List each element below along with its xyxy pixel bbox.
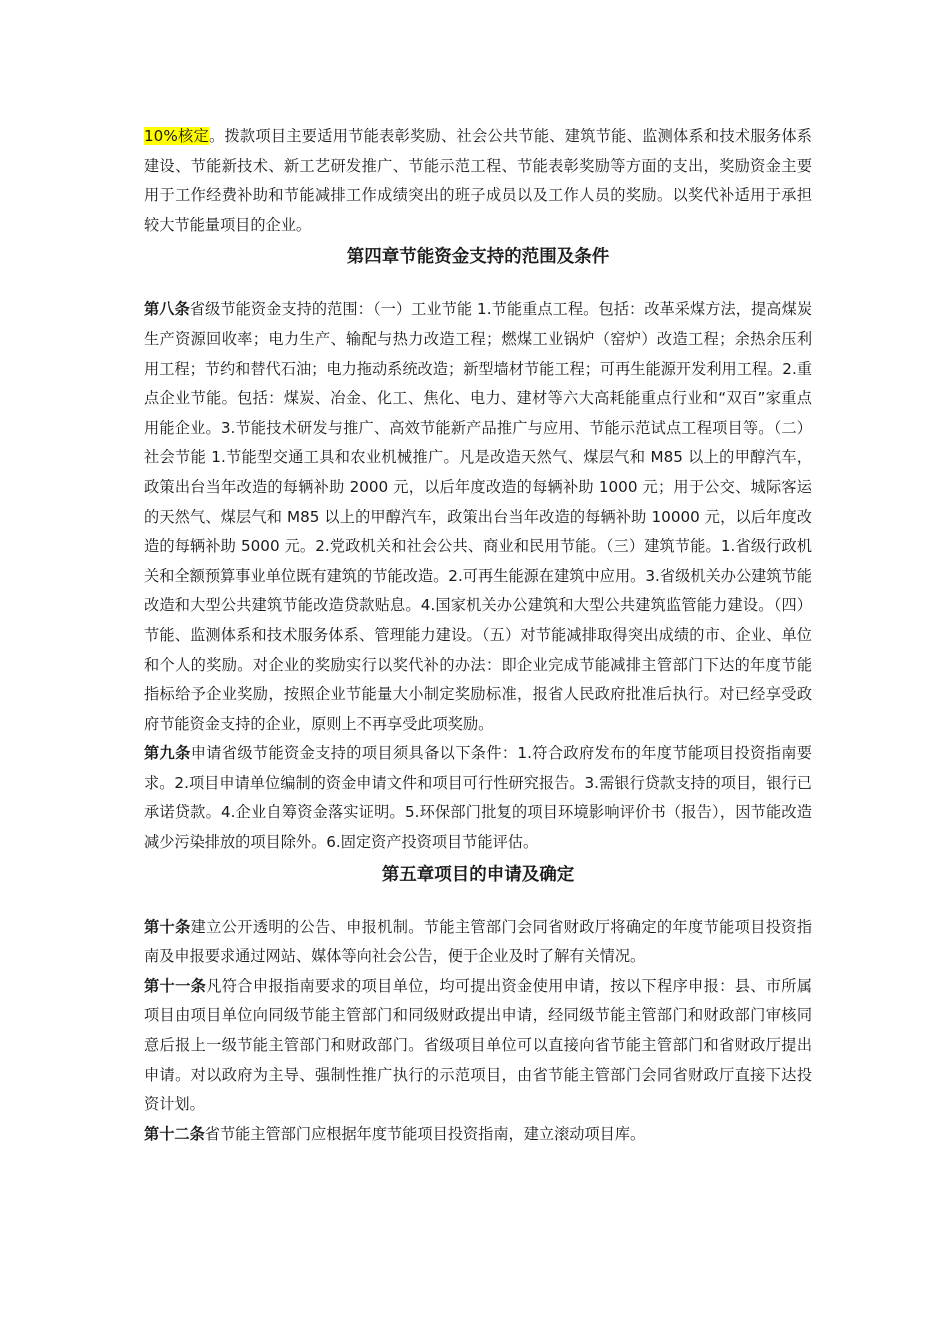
article-label: 第十条 [144, 917, 191, 936]
document-content [144, 122, 812, 1149]
article-11 [144, 972, 812, 1120]
article-8 [144, 295, 812, 739]
article-text: 省节能主管部门应根据年度节能项目投资指南，建立滚动项目库。 [204, 1124, 646, 1143]
article-12 [144, 1120, 812, 1150]
article-text: 建立公开透明的公告、申报机制。节能主管部门会同省财政厅将确定的年度节能项目投资指南及申报要求通过网站、媒体等向社会公告，便于企业及时了解有关情况。 [144, 917, 813, 966]
article-text: 省级节能资金支持的范围：（一）工业节能 1.节能重点工程。包括：改革采煤方法，提高煤炭生产资源回收率；电力生产、输配与热力改造工程；燃煤工业锅炉（窑炉）改造工程；余热余压利用工程；节约和替代石油；电力拖动系统改造；新型墙材节能工程；可再生能源开发利用工程。2.重点企业节能。包括：煤炭、冶金、化工、焦化、电力、建材等六大高耗能重点行业和“双百”家重点用能企业。3.节能技术研发与推广、高效节能新产品推广与应用、节能示范试点工程项目等。（二）社会节能 1.节能型交通工具和农业机械推广。凡是改造天然气、煤层气和 M85 以上的甲醇汽车，政策出台当年改造的每辆补助 2000 元，以后年度改造的每辆补助 1000 元；用于公交、城际客运的天然气、煤层气和 M85 以上的甲醇汽车，政策出台当年改造的每辆补助 10000 元，以后年度改造的每辆补助 5000 元。2.党政机关和社会公共、商业和民用节能。（三）建筑节能。1.省级行政机关和全额预算事业单位既有建筑的节能改造。2.可再生能源在建筑中应用。3.省级机关办公建筑节能改造和大型公共建筑节能改造贷款贴息。4.国家机关办公建筑和大型公共建筑监管能力建设。（四）节能、监测体系和技术服务体系、管理能力建设。（五）对节能减排取得突出成绩的市、企业、单位和个人的奖励。对企业的奖励实行以奖代补的办法：即企业完成节能减排主管部门下达的年度节能指标给予企业奖励，按照企业节能量大小制定奖励标准，报省人民政府批准后执行。对已经享受政府节能资金支持的企业，原则上不再享受此项奖励。 [144, 300, 813, 733]
article-label: 第八条 [144, 300, 190, 319]
article-10 [144, 913, 812, 972]
chapter-4-title: 第四章节能资金支持的范围及条件 [346, 247, 610, 268]
intro-paragraph [144, 122, 812, 240]
article-label: 第十一条 [144, 976, 207, 995]
article-label: 第九条 [144, 744, 191, 763]
article-label: 第十二条 [144, 1124, 205, 1143]
article-9 [144, 739, 812, 857]
intro-text: 。拨款项目主要适用节能表彰奖励、社会公共节能、建筑节能、监测体系和技术服务体系建设、节能新技术、新工艺研发推广、节能示范工程、节能表彰奖励等方面的支出，奖励资金主要用于工作经费补助和节能减排工作成绩突出的班子成员以及工作人员的奖励。以奖代补适用于承担较大节能量项目的企业。 [144, 127, 812, 234]
article-text: 凡符合申报指南要求的项目单位，均可提出资金使用申请，按以下程序申报：县、市所属项目由项目单位向同级节能主管部门和同级财政提出申请，经同级节能主管部门和财政部门审核同意后报上一级节能主管部门和财政部门。省级项目单位可以直接向省节能主管部门和省财政厅提出申请。对以政府为主导、强制性推广执行的示范项目，由省节能主管部门会同省财政厅直接下达投资计划。 [144, 976, 813, 1114]
chapter-5-title: 第五章项目的申请及确定 [381, 864, 575, 885]
highlighted-text: 10%核定 [144, 127, 209, 145]
article-text: 申请省级节能资金支持的项目须具备以下条件：1.符合政府发布的年度节能项目投资指南要求。2.项目申请单位编制的资金申请文件和项目可行性研究报告。3.需银行贷款支持的项目，银行已承诺贷款。4.企业自筹资金落实证明。5.环保部门批复的项目环境影响评价书（报告），因节能改造减少污染排放的项目除外。6.固定资产投资项目节能评估。 [144, 744, 812, 852]
